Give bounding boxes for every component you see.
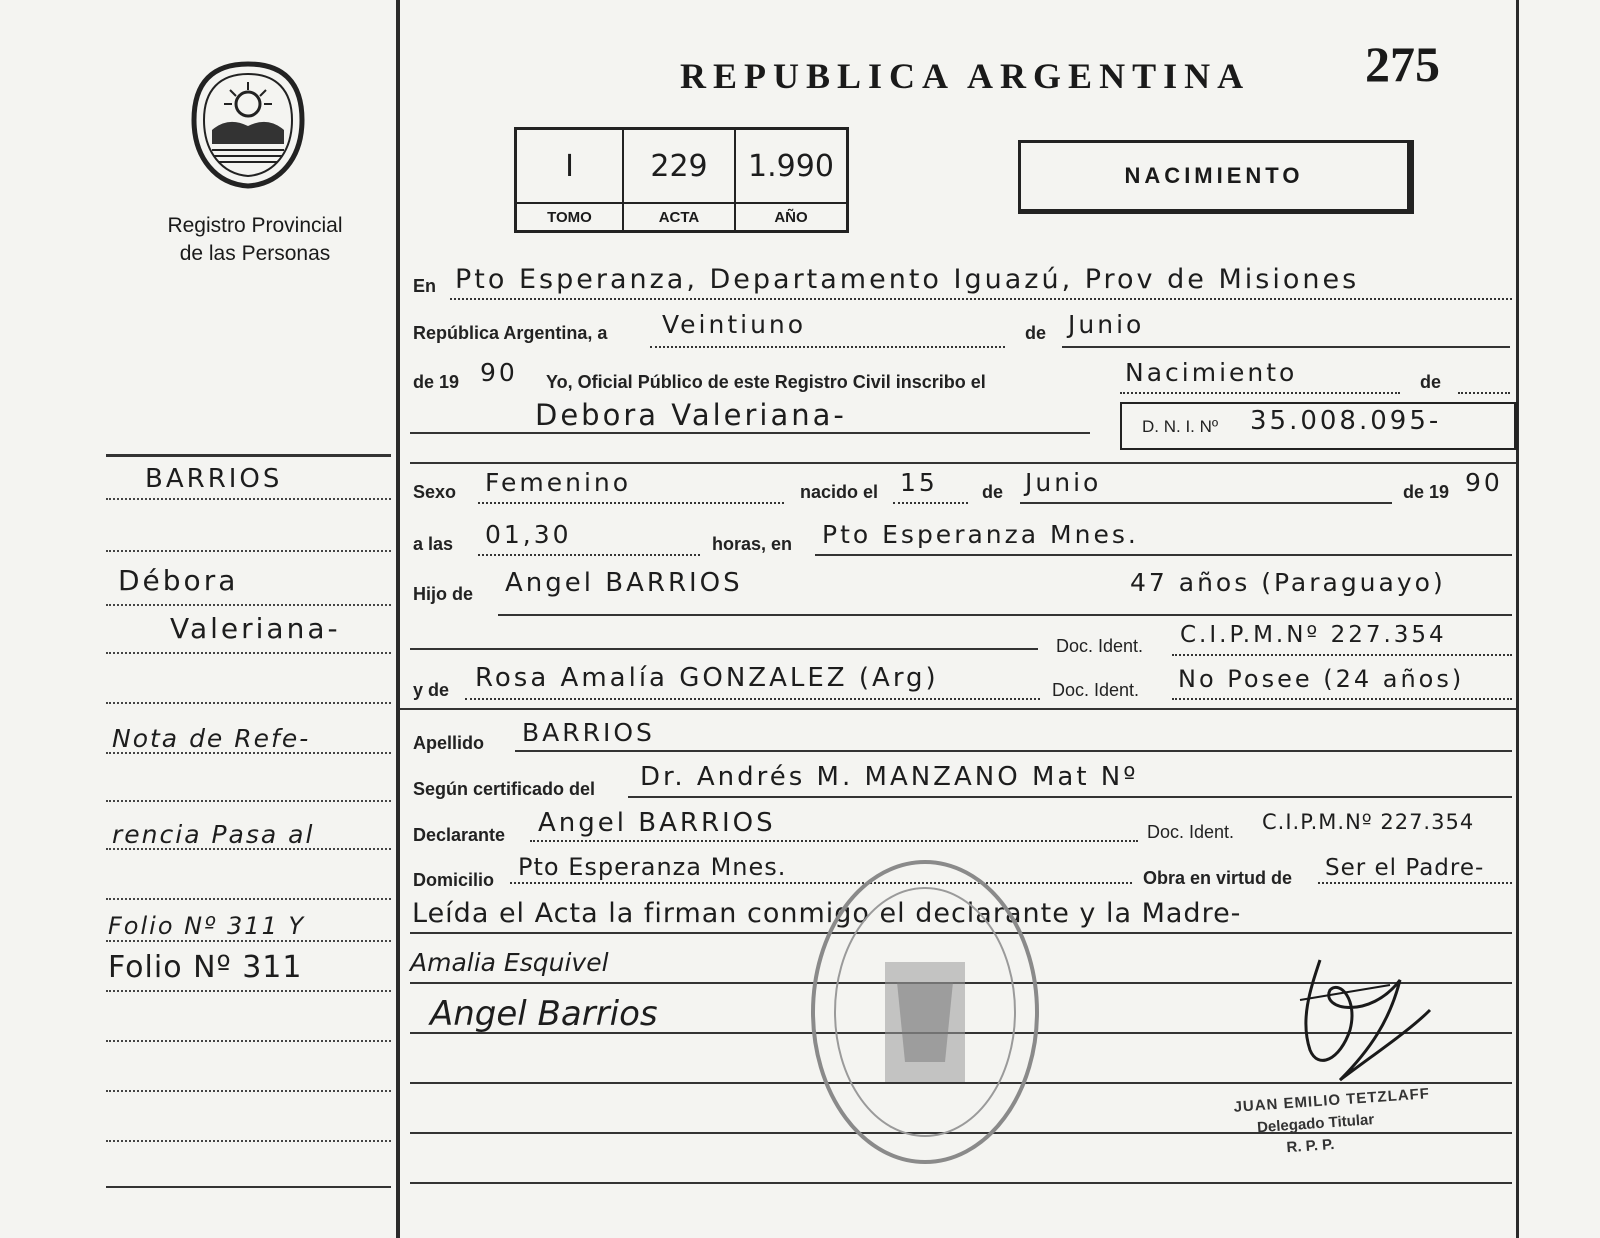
margin-line-14 xyxy=(106,1140,391,1142)
margin-line-9 xyxy=(106,898,391,900)
margin-nota-3: Folio Nº 311 Y xyxy=(108,912,306,940)
official-title: Delegado Titular xyxy=(1256,1111,1375,1137)
declarante-label: Declarante xyxy=(413,825,506,845)
de-line-2 xyxy=(1458,392,1510,394)
registry-office-name xyxy=(110,212,400,268)
birth-hour: 01,30 xyxy=(485,520,572,549)
apellido-label: Apellido xyxy=(413,733,484,753)
domicilio-value: Pto Esperanza Mnes. xyxy=(518,853,787,881)
separator-line-1 xyxy=(410,462,1516,464)
official-name: JUAN EMILIO TETZLAFF xyxy=(1233,1085,1431,1116)
domicilio-label: Domicilio xyxy=(413,870,495,890)
year-suffix: 90 xyxy=(480,358,518,387)
month-text: Junio xyxy=(1068,310,1145,339)
de-label-1: de xyxy=(1025,323,1047,343)
margin-line-4 xyxy=(106,652,391,654)
sexo-label: Sexo xyxy=(413,482,457,502)
registro-tipo: Nacimiento xyxy=(1125,358,1298,387)
province-seal-icon xyxy=(188,60,308,195)
doc-label-3: Doc. Ident. xyxy=(1147,822,1235,842)
separator-line-2 xyxy=(400,708,1516,710)
margin-line-5 xyxy=(106,702,391,704)
margin-line-6 xyxy=(106,752,391,754)
yde-label: y de xyxy=(413,680,450,700)
day-line xyxy=(650,346,1005,348)
sexo-value: Femenino xyxy=(485,468,632,497)
margin-line-11 xyxy=(106,990,391,992)
month-line xyxy=(1062,346,1510,348)
declarante-signature: Angel Barrios xyxy=(430,994,658,1034)
official-stamp-text xyxy=(1233,1083,1434,1163)
doc-label-2: Doc. Ident. xyxy=(1052,680,1140,700)
margin-line-7 xyxy=(106,800,391,802)
apellido-line xyxy=(515,750,1512,752)
anio-value: 1.990 xyxy=(735,129,848,204)
father-age: 47 años (Paraguayo) xyxy=(1130,568,1446,597)
birth-month: Junio xyxy=(1025,468,1102,497)
nombre-line xyxy=(410,432,1090,434)
org-line-2: de las Personas xyxy=(179,242,331,265)
margin-nota-1: Nota de Refe- xyxy=(112,724,311,753)
day-words: Veintiuno xyxy=(662,310,807,339)
margin-nota-4: Folio Nº 311 xyxy=(108,950,303,985)
dni-box xyxy=(1120,402,1518,450)
margin-nombre-1: Débora xyxy=(118,564,239,597)
registry-table xyxy=(514,127,849,233)
acta-value: 229 xyxy=(623,129,735,204)
hijo-label: Hijo de xyxy=(413,584,474,604)
de-label-3: de xyxy=(982,482,1004,502)
doc-blank-line xyxy=(410,648,1038,650)
margin-line-2 xyxy=(106,550,391,552)
doc-label-1: Doc. Ident. xyxy=(1056,636,1144,656)
father-doc: C.I.P.M.Nº 227.354 xyxy=(1180,622,1447,648)
birth-month-line xyxy=(1020,502,1392,504)
margin-top-rule xyxy=(106,454,391,457)
de19-label-2: de 19 xyxy=(1403,482,1450,502)
certificado-line xyxy=(628,796,1512,798)
horas-label: horas, en xyxy=(712,534,793,554)
birth-year-suffix: 90 xyxy=(1465,468,1503,497)
margin-line-1 xyxy=(106,498,391,500)
declarante-line xyxy=(530,840,1138,842)
birth-place-line xyxy=(815,554,1512,556)
margin-line-10 xyxy=(106,940,391,942)
registry-stamp-icon xyxy=(805,852,1045,1177)
birth-hour-line xyxy=(478,554,700,556)
nombre-text: Debora Valeriana- xyxy=(535,398,847,432)
registro-tipo-line xyxy=(1120,392,1400,394)
declarante-value: Angel BARRIOS xyxy=(538,808,776,838)
mother-signature: Amalia Esquivel xyxy=(410,948,609,977)
mother-line xyxy=(465,698,1040,700)
margin-apellido: BARRIOS xyxy=(145,464,283,494)
org-line-1: Registro Provincial xyxy=(167,214,343,237)
observacion-text: Leída el Acta la firman conmigo el declarante y la Madre- xyxy=(412,898,1242,929)
oficial-text: Yo, Oficial Público de este Registro Civil inscribo el xyxy=(546,372,986,392)
mother-doc: No Posee (24 años) xyxy=(1178,665,1465,693)
left-margin-rule xyxy=(396,0,400,1238)
apellido-value: BARRIOS xyxy=(522,718,655,747)
republica-label: República Argentina, a xyxy=(413,323,608,343)
margin-nota-2: rencia Pasa al xyxy=(112,820,315,849)
official-office: R. P. P. xyxy=(1286,1136,1335,1157)
alas-label: a las xyxy=(413,534,454,554)
dni-label: D. N. I. Nº xyxy=(1142,417,1219,436)
obra-line xyxy=(1318,882,1512,884)
obra-label: Obra en virtud de xyxy=(1143,868,1293,888)
mother-name: Rosa Amalía GONZALEZ (Arg) xyxy=(475,663,939,693)
certificado-value: Dr. Andrés M. MANZANO Mat Nº xyxy=(640,762,1139,792)
place-text: Pto Esperanza, Departamento Iguazú, Prov de Misiones xyxy=(455,264,1360,295)
margin-line-13 xyxy=(106,1090,391,1092)
nacido-label: nacido el xyxy=(800,482,879,502)
dni-value: 35.008.095- xyxy=(1250,406,1442,436)
de-label-2: de xyxy=(1420,372,1442,392)
father-doc-line xyxy=(1172,654,1512,656)
anio-label: AÑO xyxy=(735,203,848,232)
document-title: REPUBLICA ARGENTINA xyxy=(680,56,1251,96)
acta-label: ACTA xyxy=(623,203,735,232)
mother-doc-line xyxy=(1172,698,1512,700)
birth-day-line xyxy=(893,502,968,504)
page-number: 275 xyxy=(1365,36,1440,92)
record-type-box: NACIMIENTO xyxy=(1018,140,1414,214)
de19-label-1: de 19 xyxy=(413,372,460,392)
en-label: En xyxy=(413,276,437,296)
birth-place: Pto Esperanza Mnes. xyxy=(822,520,1139,549)
margin-nombre-2: Valeriana- xyxy=(170,612,341,645)
father-line xyxy=(498,614,1512,616)
margin-line-12 xyxy=(106,1040,391,1042)
father-name: Angel BARRIOS xyxy=(505,568,743,598)
margin-line-8 xyxy=(106,848,391,850)
obs-line-6 xyxy=(410,1182,1512,1184)
tomo-value: I xyxy=(516,129,624,204)
right-edge-rule xyxy=(1516,0,1519,1238)
obra-value: Ser el Padre- xyxy=(1325,855,1485,881)
sexo-line xyxy=(478,502,784,504)
birth-day: 15 xyxy=(900,468,938,497)
margin-line-3 xyxy=(106,604,391,606)
declarante-doc: C.I.P.M.Nº 227.354 xyxy=(1262,810,1475,834)
place-line xyxy=(450,298,1512,300)
certificado-label: Según certificado del xyxy=(413,779,596,799)
official-signature-icon xyxy=(1280,940,1440,1095)
margin-line-15 xyxy=(106,1186,391,1188)
tomo-label: TOMO xyxy=(516,203,624,232)
